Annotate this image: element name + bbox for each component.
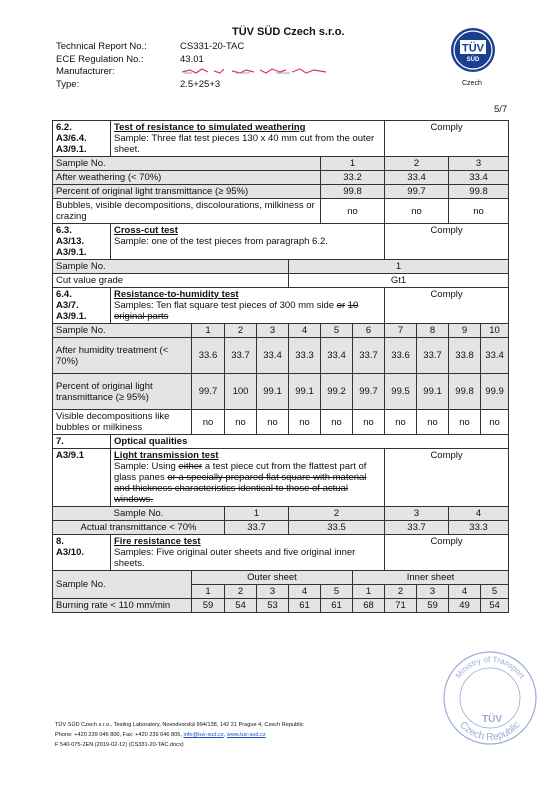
cell-value: no [481, 410, 509, 435]
cell-value: 33.3 [449, 521, 509, 535]
header-label: Manufacturer: [56, 66, 115, 77]
cell-value: 59 [192, 599, 225, 613]
stamp-center-text: TÜV [482, 714, 502, 725]
sample-number: 8 [417, 324, 449, 338]
clause-ref: 6.4. A3/7. A3/9.1. [53, 288, 111, 324]
footer-contacts: Phone: +420 239 046 800, Fax: +420 239 046 805, info@tuv-sud.cz, www.tuv-sud.cz [55, 732, 266, 738]
cell-value: 99.5 [385, 374, 417, 410]
clause-ref: 7. [53, 435, 111, 449]
sample-number: 1 [321, 157, 385, 171]
cell-value: Gt1 [289, 274, 509, 288]
row-label: Burning rate < 110 mm/min [53, 599, 192, 613]
test-description: Resistance-to-humidity test Samples: Ten flat square test pieces of 300 mm side or 10 original parts [111, 288, 385, 324]
logo-sub: SÜD [466, 57, 480, 63]
cell-value: 99.7 [353, 374, 385, 410]
cell-value: 33.8 [449, 338, 481, 374]
verdict: Comply [385, 121, 509, 157]
cell-value: 100 [225, 374, 257, 410]
sample-number: 2 [225, 585, 257, 599]
sample-number: 3 [257, 585, 289, 599]
stamp-top-text: Ministry of Transport [453, 654, 527, 680]
cell-value: 33.7 [353, 338, 385, 374]
table-row [53, 571, 509, 585]
cell-value: no [353, 410, 385, 435]
official-stamp-icon [440, 646, 540, 746]
cell-value: 33.4 [321, 338, 353, 374]
header-row [56, 79, 328, 92]
cell-value: 99.1 [257, 374, 289, 410]
test-description: Fire resistance test Samples: Five original outer sheets and five original inner sheets. [111, 535, 385, 571]
verdict: Comply [385, 288, 509, 324]
header-label: ECE Regulation No.: [56, 53, 144, 65]
cell-value: 33.6 [192, 338, 225, 374]
sample-number: 4 [449, 585, 481, 599]
redacted-manufacturer [180, 67, 328, 75]
page-number: 5/7 [494, 104, 508, 115]
cell-value: 61 [289, 599, 321, 613]
section-7-header [53, 435, 509, 449]
logo-country: Czech [462, 80, 482, 87]
row-label: Cut value grade [53, 274, 289, 288]
sample-number: 5 [481, 585, 509, 599]
cell-value: 99.2 [321, 374, 353, 410]
cell-value: 99.9 [481, 374, 509, 410]
sample-number: 1 [353, 585, 385, 599]
sample-number: 4 [289, 585, 321, 599]
section-6-2-header [53, 121, 509, 157]
cell-value: 59 [417, 599, 449, 613]
cell-value: 99.7 [192, 374, 225, 410]
stamp-bottom-text: Czech Republic [457, 719, 523, 744]
test-description: Test of resistance to simulated weathering Sample: Three flat test pieces 130 x 40 mm cut from the outer sheet. [111, 121, 385, 157]
table-row [53, 338, 509, 374]
sample-number: 4 [289, 324, 321, 338]
cell-value: 33.7 [225, 338, 257, 374]
cell-value: 99.1 [289, 374, 321, 410]
cell-value: 33.4 [385, 171, 449, 185]
cell-value: no [449, 199, 509, 224]
outer-sheet-label: Outer sheet [192, 571, 353, 585]
sample-number: 2 [385, 157, 449, 171]
results-table [52, 120, 509, 613]
cell-value: 33.4 [449, 171, 509, 185]
header-value: 43.01 [180, 53, 204, 65]
test-description: Cross-cut test Sample: one of the test pieces from paragraph 6.2. [111, 224, 385, 260]
table-row [53, 324, 509, 338]
tuv-logo-icon [450, 27, 496, 73]
sample-number: 7 [385, 324, 417, 338]
cell-value: 99.8 [321, 185, 385, 199]
verdict: Comply [385, 535, 509, 571]
row-label: Sample No. [53, 507, 225, 521]
footer-form-id: F 540-075-2EN (2019-02-12) (CS331-20-TAC.docx) [55, 742, 184, 748]
cell-value: 53 [257, 599, 289, 613]
table-row [53, 274, 509, 288]
section-title: Optical qualities [111, 435, 509, 449]
cell-value: 99.7 [385, 185, 449, 199]
table-row [53, 199, 509, 224]
row-label: Sample No. [53, 571, 192, 599]
table-row [53, 599, 509, 613]
section-6-3-header [53, 224, 509, 260]
cell-value: no [385, 199, 449, 224]
header-row [56, 54, 328, 67]
clause-ref: A3/9.1 [53, 449, 111, 507]
cell-value: no [449, 410, 481, 435]
sample-number: 3 [449, 157, 509, 171]
cell-value: 33.4 [481, 338, 509, 374]
row-label: Visible decompositions like bubbles or milkiness [53, 410, 192, 435]
row-label: Percent of original light transmittance (≥ 95%) [53, 374, 192, 410]
table-row [53, 410, 509, 435]
row-label: Sample No. [53, 260, 289, 274]
table-row [53, 521, 509, 535]
header-value: 2.5+25+3 [180, 78, 221, 90]
cell-value: 99.8 [449, 374, 481, 410]
sample-number: 2 [225, 324, 257, 338]
sample-number: 6 [353, 324, 385, 338]
sample-number: 10 [481, 324, 509, 338]
sample-number: 2 [289, 507, 385, 521]
clause-ref: 6.3. A3/13. A3/9.1. [53, 224, 111, 260]
footer-address: TÜV SÜD Czech s.r.o., Testing Laboratory, Novodvorská 994/138, 142 21 Prague 4, Czech Republic [55, 722, 304, 728]
row-label: After weathering (< 70%) [53, 171, 321, 185]
sample-number: 3 [385, 507, 449, 521]
cell-value: no [321, 410, 353, 435]
table-row [53, 171, 509, 185]
row-label: After humidity treatment (< 70%) [53, 338, 192, 374]
header-row [56, 66, 328, 79]
clause-ref: 8. A3/10. [53, 535, 111, 571]
table-row [53, 507, 509, 521]
report-header [56, 41, 328, 91]
cell-value: no [289, 410, 321, 435]
sample-number: 2 [385, 585, 417, 599]
cell-value: 54 [481, 599, 509, 613]
cell-value: 99.1 [417, 374, 449, 410]
table-row [53, 260, 509, 274]
test-description: Light transmission test Sample: Using either a test piece cut from the flattest part of glass panes or a specially prepared flat square with material and thickness characteristics identical to those of actual windows. [111, 449, 385, 507]
header-label: Type: [56, 78, 80, 90]
verdict: Comply [385, 449, 509, 507]
cell-value: 71 [385, 599, 417, 613]
cell-value: 33.4 [257, 338, 289, 374]
row-label: Actual transmittance < 70% [53, 521, 225, 535]
header-row [56, 41, 328, 54]
verdict: Comply [385, 224, 509, 260]
cell-value: 33.6 [385, 338, 417, 374]
section-7-subheader [53, 449, 509, 507]
sample-number: 5 [321, 585, 353, 599]
inner-sheet-label: Inner sheet [353, 571, 509, 585]
cell-value: 33.7 [417, 338, 449, 374]
row-label: Percent of original light transmittance (≥ 95%) [53, 185, 321, 199]
cell-value: 33.7 [385, 521, 449, 535]
header-value: CS331-20-TAC [180, 41, 245, 52]
cell-value: 99.8 [449, 185, 509, 199]
clause-ref: 6.2. A3/6.4. A3/9.1. [53, 121, 111, 157]
cell-value: no [257, 410, 289, 435]
cell-value: 33.7 [225, 521, 289, 535]
section-6-4-header [53, 288, 509, 324]
sample-number: 3 [257, 324, 289, 338]
sample-number: 5 [321, 324, 353, 338]
cell-value: no [417, 410, 449, 435]
cell-value: 33.5 [289, 521, 385, 535]
logo-text: TÜV [462, 42, 484, 55]
page-footer [55, 720, 304, 750]
table-row [53, 374, 509, 410]
cell-value: 49 [449, 599, 481, 613]
cell-value: 68 [353, 599, 385, 613]
table-row [53, 185, 509, 199]
row-label: Sample No. [53, 157, 321, 171]
sample-number: 3 [417, 585, 449, 599]
cell-value: 33.3 [289, 338, 321, 374]
sample-number: 1 [192, 324, 225, 338]
website-link[interactable]: www.tuv-sud.cz [226, 732, 266, 738]
sample-number: 1 [289, 260, 509, 274]
email-link[interactable]: info@tuv-sud.cz [183, 732, 224, 738]
table-row [53, 157, 509, 171]
header-label: Technical Report No.: [56, 41, 147, 52]
sample-number: 9 [449, 324, 481, 338]
section-8-header [53, 535, 509, 571]
cell-value: 54 [225, 599, 257, 613]
cell-value: 33.2 [321, 171, 385, 185]
cell-value: no [192, 410, 225, 435]
cell-value: no [225, 410, 257, 435]
company-name: TÜV SÜD Czech s.r.o. [232, 26, 345, 38]
cell-value: 61 [321, 599, 353, 613]
cell-value: no [321, 199, 385, 224]
sample-number: 1 [192, 585, 225, 599]
row-label: Bubbles, visible decompositions, discolourations, milkiness or crazing [53, 199, 321, 224]
sample-number: 4 [449, 507, 509, 521]
cell-value: no [385, 410, 417, 435]
row-label: Sample No. [53, 324, 192, 338]
sample-number: 1 [225, 507, 289, 521]
